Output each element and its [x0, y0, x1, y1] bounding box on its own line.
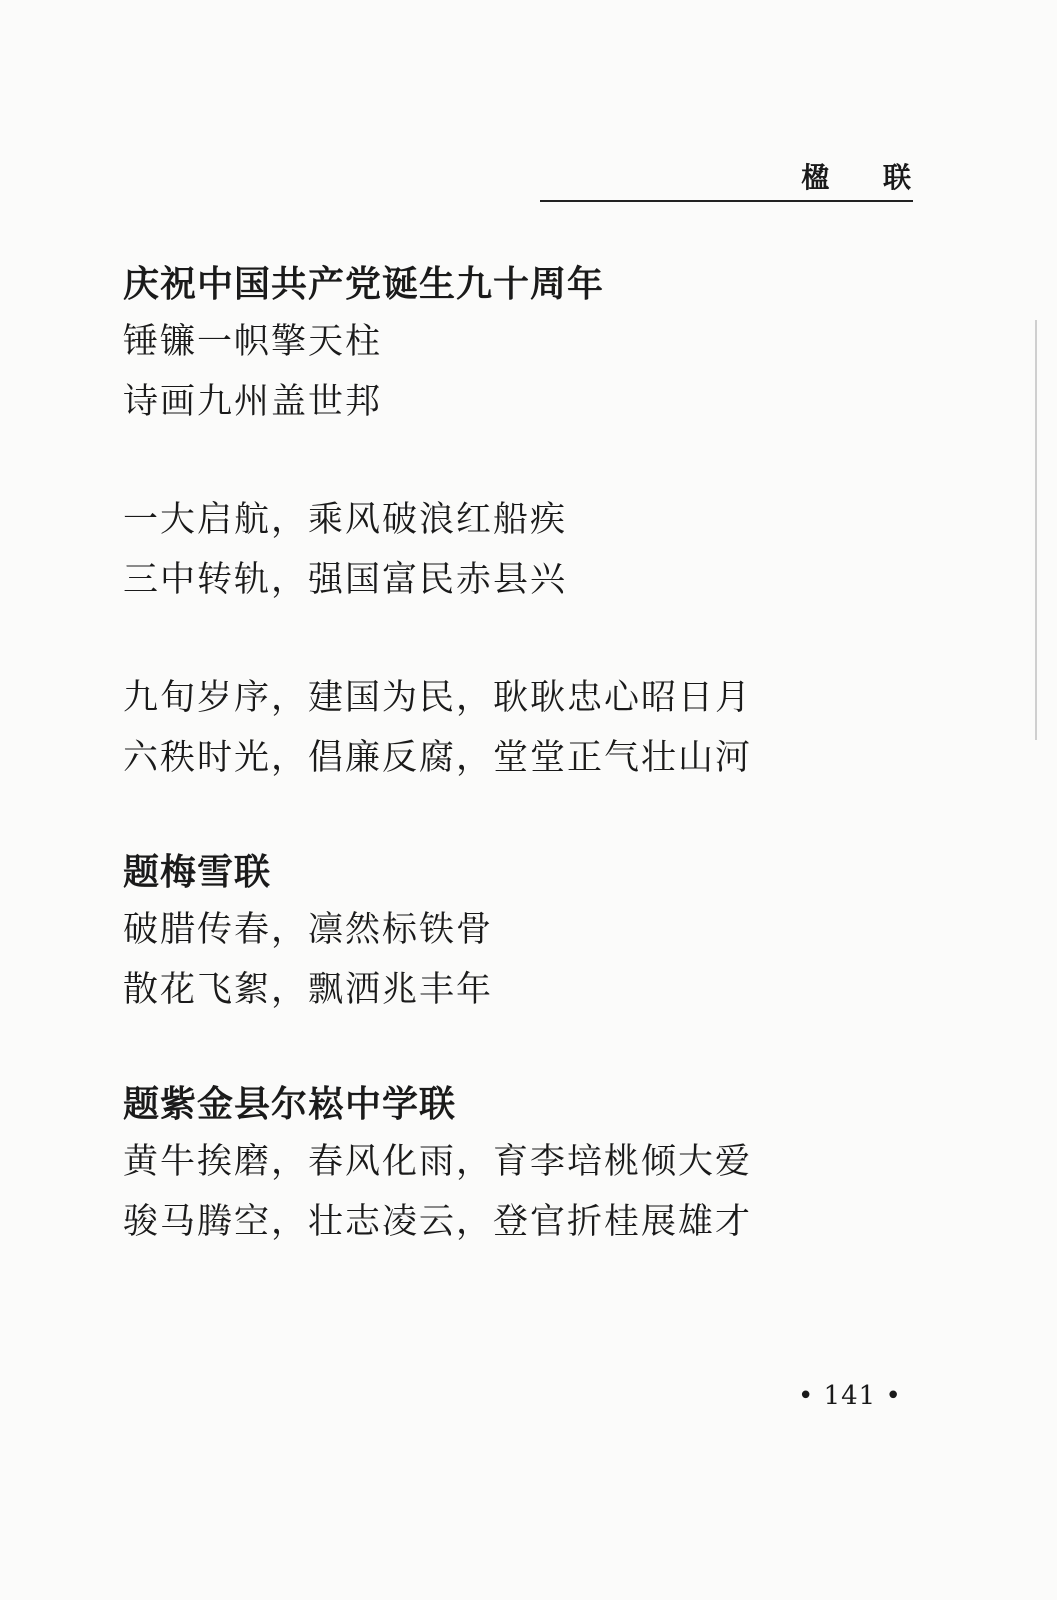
- couplet-line-lower: 散花飞絮，飘洒兆丰年: [123, 970, 494, 1010]
- running-head-title: 楹 联: [801, 161, 933, 194]
- section-title: 庆祝中国共产党诞生九十周年: [123, 264, 605, 305]
- couplet-line-upper: 破腊传春，凛然标铁骨: [123, 910, 494, 950]
- couplet-line-upper: 锤镰一帜擎天柱: [123, 322, 383, 362]
- page-edge-shadow: [1035, 320, 1037, 740]
- page-body: [123, 258, 923, 1252]
- couplet-line-lower: 三中转轨，强国富民赤县兴: [123, 560, 568, 600]
- couplet-line-upper: 一大启航，乘风破浪红船疾: [123, 500, 568, 540]
- couplet-line-lower: 骏马腾空，壮志凌云，登官折桂展雄才: [123, 1202, 753, 1242]
- couplet-line-upper: 黄牛挨磨，春风化雨，育李培桃倾大爱: [123, 1142, 753, 1182]
- page-number: • 141 •: [798, 1381, 902, 1411]
- running-head: [540, 160, 933, 202]
- couplet-line-upper: 九旬岁序，建国为民，耿耿忠心昭日月: [123, 678, 753, 718]
- section-title: 题紫金县尔崧中学联: [123, 1084, 457, 1125]
- couplet-line-lower: 诗画九州盖世邦: [123, 382, 383, 422]
- couplet-line-lower: 六秩时光，倡廉反腐，堂堂正气壮山河: [123, 738, 753, 778]
- section-title: 题梅雪联: [123, 852, 272, 893]
